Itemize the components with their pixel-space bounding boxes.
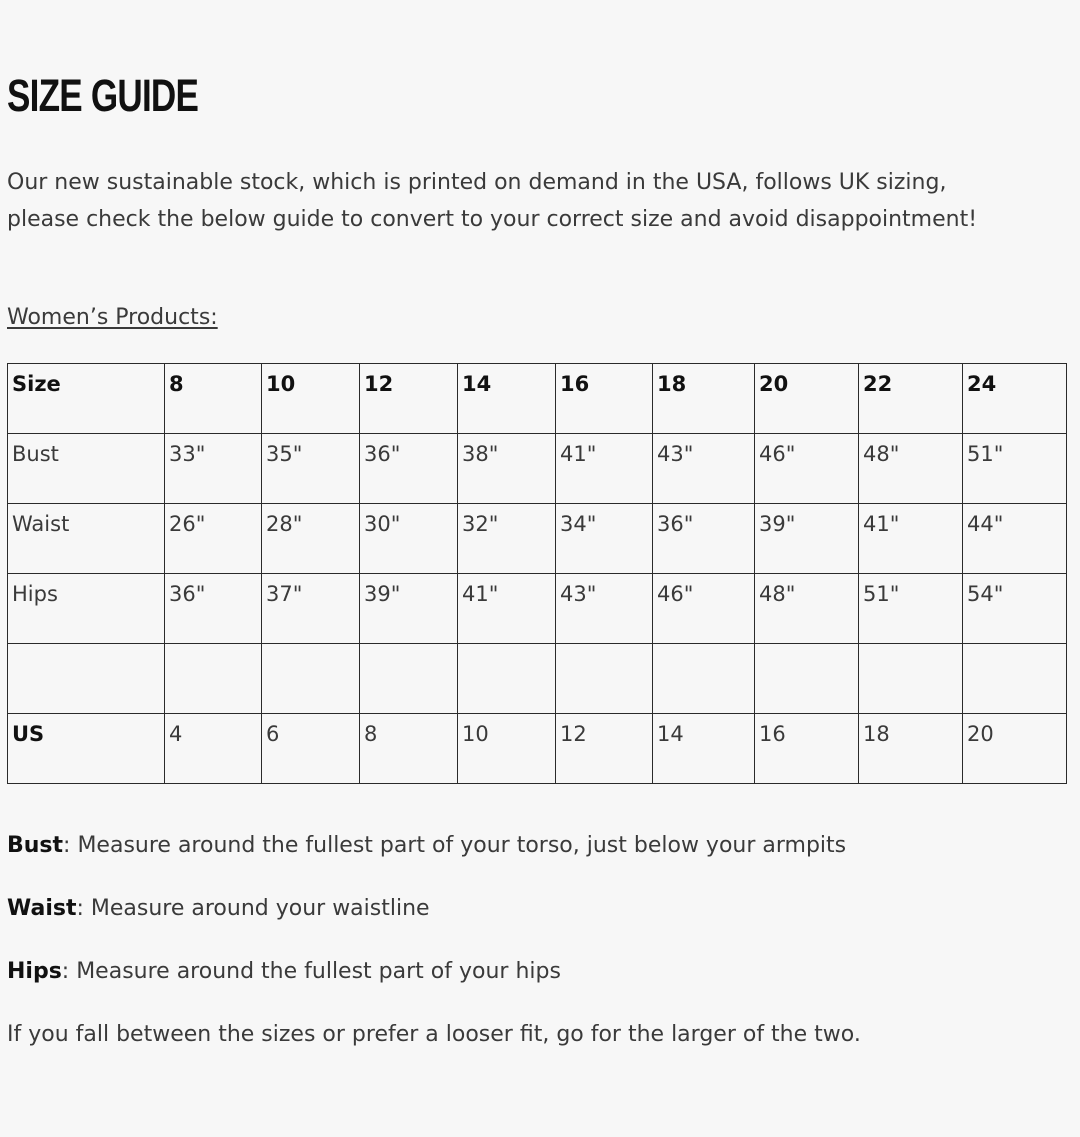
note-text: : Measure around your waistline bbox=[76, 896, 430, 921]
note-term: Hips bbox=[7, 959, 62, 984]
table-cell: 37" bbox=[262, 574, 360, 644]
table-cell: 32" bbox=[458, 504, 556, 574]
header-cell: 14 bbox=[458, 364, 556, 434]
table-cell: 43" bbox=[653, 434, 755, 504]
header-cell: 16 bbox=[556, 364, 653, 434]
header-cell: Size bbox=[8, 364, 165, 434]
measurement-notes bbox=[7, 828, 1073, 1080]
table-cell: 46" bbox=[755, 434, 859, 504]
table-cell: 18 bbox=[859, 714, 963, 784]
header-cell: 24 bbox=[963, 364, 1067, 434]
table-cell: 26" bbox=[165, 504, 262, 574]
table-cell: 6 bbox=[262, 714, 360, 784]
header-cell: 8 bbox=[165, 364, 262, 434]
table-cell: 41" bbox=[859, 504, 963, 574]
note-bust bbox=[7, 828, 1073, 863]
page-title: SIZE GUIDE bbox=[7, 70, 199, 121]
table-cell bbox=[360, 644, 458, 714]
table-cell: 16 bbox=[755, 714, 859, 784]
womens-products-label: Women’s Products: bbox=[7, 305, 218, 330]
table-cell bbox=[963, 644, 1067, 714]
size-table bbox=[7, 363, 1067, 784]
row-label: Hips bbox=[8, 574, 165, 644]
table-cell bbox=[458, 644, 556, 714]
note-waist bbox=[7, 891, 1073, 926]
row-label: Bust bbox=[8, 434, 165, 504]
table-row bbox=[8, 504, 1067, 574]
table-cell: 54" bbox=[963, 574, 1067, 644]
table-cell: 34" bbox=[556, 504, 653, 574]
note-term: Waist bbox=[7, 896, 77, 921]
table-cell: 12 bbox=[556, 714, 653, 784]
table-cell: 36" bbox=[165, 574, 262, 644]
intro-paragraph: Our new sustainable stock, which is printed on demand in the USA, follows UK sizing, please check the below guide to convert to your correct size and avoid disappointment! bbox=[7, 170, 978, 232]
table-cell: 43" bbox=[556, 574, 653, 644]
table-cell: 14 bbox=[653, 714, 755, 784]
table-cell: 28" bbox=[262, 504, 360, 574]
table-cell: 39" bbox=[755, 504, 859, 574]
table-row bbox=[8, 574, 1067, 644]
note-text: : Measure around the fullest part of your torso, just below your armpits bbox=[63, 833, 847, 858]
table-cell: 36" bbox=[360, 434, 458, 504]
table-row bbox=[8, 434, 1067, 504]
table-cell: 41" bbox=[458, 574, 556, 644]
table-cell bbox=[262, 644, 360, 714]
table-cell: 8 bbox=[360, 714, 458, 784]
table-cell bbox=[165, 644, 262, 714]
header-cell: 22 bbox=[859, 364, 963, 434]
table-cell: 4 bbox=[165, 714, 262, 784]
table-cell bbox=[556, 644, 653, 714]
header-cell: 12 bbox=[360, 364, 458, 434]
table-cell: 46" bbox=[653, 574, 755, 644]
table-row-empty bbox=[8, 644, 1067, 714]
note-hips bbox=[7, 954, 1073, 989]
table-cell: 35" bbox=[262, 434, 360, 504]
table-cell bbox=[859, 644, 963, 714]
header-cell: 20 bbox=[755, 364, 859, 434]
table-cell: 41" bbox=[556, 434, 653, 504]
note-text: If you fall between the sizes or prefer a looser fit, go for the larger of the two. bbox=[7, 1022, 861, 1047]
row-label: Waist bbox=[8, 504, 165, 574]
table-cell: 38" bbox=[458, 434, 556, 504]
table-cell: 39" bbox=[360, 574, 458, 644]
table-cell: 48" bbox=[859, 434, 963, 504]
table-cell bbox=[755, 644, 859, 714]
table-cell: 51" bbox=[859, 574, 963, 644]
note-term: Bust bbox=[7, 833, 64, 858]
row-label: US bbox=[8, 714, 165, 784]
table-cell: 36" bbox=[653, 504, 755, 574]
table-cell bbox=[653, 644, 755, 714]
table-cell: 44" bbox=[963, 504, 1067, 574]
table-cell: 51" bbox=[963, 434, 1067, 504]
table-cell: 30" bbox=[360, 504, 458, 574]
table-cell: 20 bbox=[963, 714, 1067, 784]
table-header-row bbox=[8, 364, 1067, 434]
table-cell: 10 bbox=[458, 714, 556, 784]
table-cell: 33" bbox=[165, 434, 262, 504]
table-row bbox=[8, 714, 1067, 784]
row-label bbox=[8, 644, 165, 714]
header-cell: 10 bbox=[262, 364, 360, 434]
header-cell: 18 bbox=[653, 364, 755, 434]
note-text: : Measure around the fullest part of your hips bbox=[61, 959, 561, 984]
note-fit-advice bbox=[7, 1017, 1073, 1052]
table-cell: 48" bbox=[755, 574, 859, 644]
